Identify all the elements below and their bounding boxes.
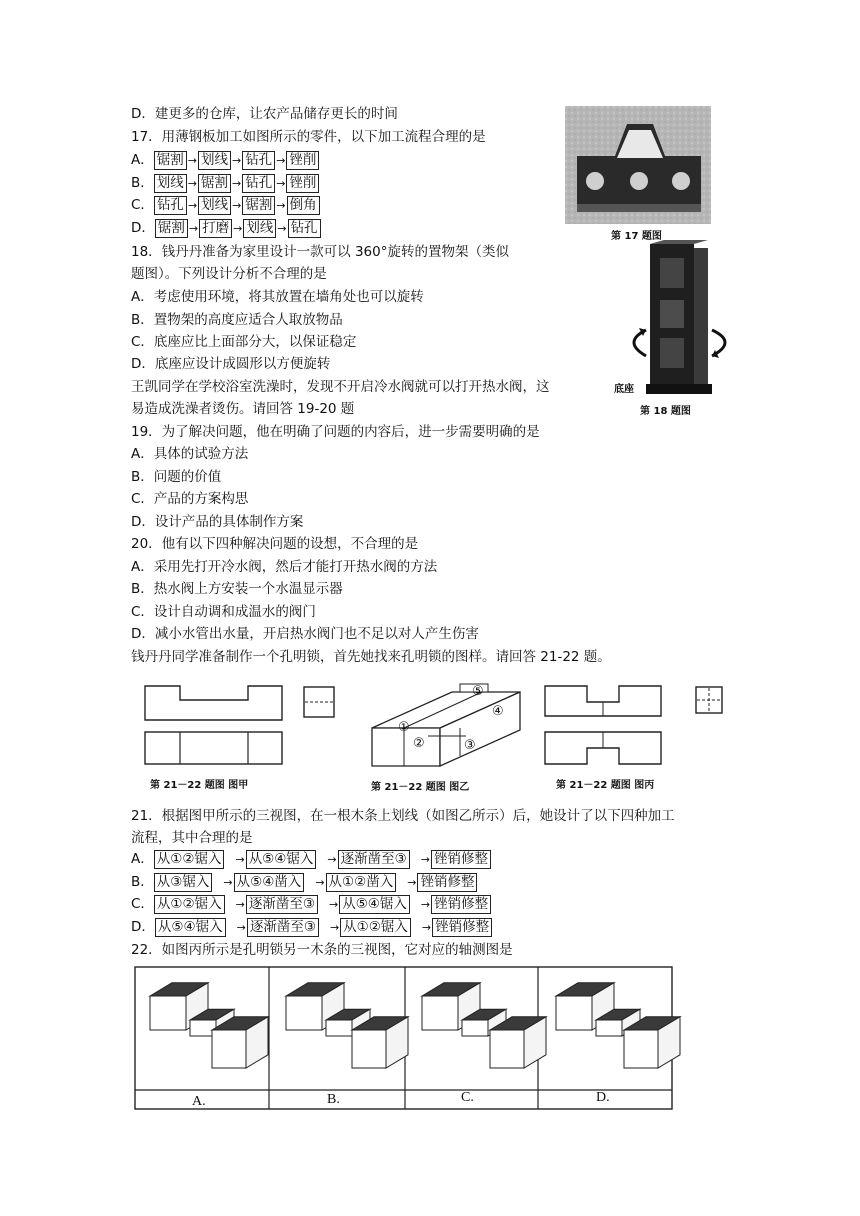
q21-option-b[interactable] xyxy=(131,872,487,893)
isometric-face xyxy=(326,1020,352,1036)
q19-option-a: A．具体的试验方法 xyxy=(131,446,249,462)
flow-step-box: 锯割 xyxy=(198,174,231,193)
flow-step-box: 逐渐凿至③ xyxy=(246,895,318,914)
q20-option-c: C．设计自动调和成温水的阀门 xyxy=(131,604,316,620)
option-letter: C． xyxy=(131,896,154,912)
flow-step-box: 从⑤④锯入 xyxy=(155,918,226,937)
q18-stem-line2: 题图）。下列设计分析不合理的是 xyxy=(131,266,327,282)
q20-option-d: D．减小水管出水量，开启热水阀门也不足以对人产生伤害 xyxy=(131,626,479,642)
mark-3: ③ xyxy=(464,738,476,753)
fig-yi-caption: 第 21－22 题图 图乙 xyxy=(371,782,470,793)
mark-5: ⑤ xyxy=(472,684,484,699)
fig-bing-side-view xyxy=(695,686,725,716)
q22-choice-a[interactable]: A. xyxy=(192,1094,206,1109)
option-letter: C． xyxy=(131,197,154,213)
option-letter: A． xyxy=(131,851,154,867)
isometric-face xyxy=(352,1030,386,1068)
flow-arrow-icon: → xyxy=(187,154,197,167)
fig-bing-three-views xyxy=(543,684,689,768)
flow-step-box: 划线 xyxy=(154,174,187,193)
flow-step-box: 锉削 xyxy=(286,174,319,193)
flow-arrow-icon: → xyxy=(420,898,431,911)
flow-arrow-icon: → xyxy=(276,154,286,167)
q20-stem: 20．他有以下四种解决问题的设想，不合理的是 xyxy=(131,536,419,552)
flow-step-box: 从③锯入 xyxy=(154,873,213,892)
flow-step-box: 从⑤④锯入 xyxy=(339,895,410,914)
flow-arrow-icon: → xyxy=(235,853,245,866)
flow-step-box: 锯割 xyxy=(154,151,187,170)
option-letter: B． xyxy=(131,174,154,191)
flow-step-box: 划线 xyxy=(243,219,276,238)
mark-2: ② xyxy=(413,736,425,751)
q21-option-d[interactable] xyxy=(131,917,502,938)
flow-arrow-icon: → xyxy=(223,875,233,889)
q22-choice-table xyxy=(134,966,674,1112)
flow-arrow-icon: → xyxy=(420,853,430,866)
flow-arrow-icon: → xyxy=(407,875,417,889)
flow-arrow-icon: → xyxy=(277,221,287,235)
flow-arrow-icon: → xyxy=(421,920,432,934)
flow-arrow-icon: → xyxy=(231,176,242,190)
flow-step-box: 锯割 xyxy=(155,219,188,238)
intro-19-20-line2: 易造成洗澡者烫伤。请回答 19-20 题 xyxy=(131,401,355,417)
fig18-caption: 第 18 题图 xyxy=(640,406,691,417)
q19-option-b: B．问题的价值 xyxy=(131,469,222,485)
flow-step-box: 锉销修整 xyxy=(431,895,491,914)
flow-step-box: 钻孔 xyxy=(242,151,275,170)
flow-step-box: 从①②锯入 xyxy=(154,850,225,869)
flow-arrow-icon: → xyxy=(276,176,286,190)
flow-step-box: 从①②锯入 xyxy=(154,895,225,914)
q20-option-a: A．采用先打开冷水阀，然后才能打开热水阀的方法 xyxy=(131,559,438,575)
flow-step-box: 打磨 xyxy=(199,219,232,238)
flow-step-box: 从⑤④锯入 xyxy=(246,850,317,869)
isometric-face xyxy=(286,996,322,1030)
flow-step-box: 锉销修整 xyxy=(417,873,477,892)
fig-bing-caption: 第 21－22 题图 图丙 xyxy=(556,780,655,791)
q17-option-d[interactable] xyxy=(131,218,321,239)
flow-arrow-icon: → xyxy=(315,875,325,889)
flow-step-box: 倒角 xyxy=(287,196,320,215)
q17-option-b[interactable] xyxy=(131,173,319,194)
q17-option-a[interactable] xyxy=(131,150,319,171)
q18-option-a: A．考虑使用环境，将其放置在墙角处也可以旋转 xyxy=(131,289,424,305)
isometric-face xyxy=(422,996,458,1030)
flow-step-box: 从①②锯入 xyxy=(340,918,411,937)
fig17-caption: 第 17 题图 xyxy=(611,231,662,242)
flow-step-box: 钻孔 xyxy=(288,219,321,238)
isometric-face xyxy=(624,1030,658,1068)
flow-arrow-icon: → xyxy=(327,853,337,866)
flow-step-box: 从①②凿入 xyxy=(326,873,397,892)
q22-choice-c[interactable]: C. xyxy=(461,1090,474,1105)
flow-arrow-icon: → xyxy=(328,898,339,911)
flow-step-box: 划线 xyxy=(198,151,231,170)
q19-stem: 19．为了解决问题，他在明确了问题的内容后，进一步需要明确的是 xyxy=(131,424,540,440)
fig-jia-three-views xyxy=(140,684,290,768)
flow-arrow-icon: → xyxy=(276,199,286,212)
flow-step-box: 锉削 xyxy=(286,151,319,170)
flow-arrow-icon: → xyxy=(188,221,199,235)
q17-stem: 17．用薄钢板加工如图所示的零件，以下加工流程合理的是 xyxy=(131,129,486,145)
option-letter: D． xyxy=(131,918,155,935)
q21-option-a[interactable] xyxy=(131,849,501,870)
q19-option-d: D．设计产品的具体制作方案 xyxy=(131,514,304,530)
flow-step-box: 钻孔 xyxy=(242,174,275,193)
isometric-face xyxy=(556,996,592,1030)
q19-option-c: C．产品的方案构思 xyxy=(131,491,249,507)
q18-option-d: D．底座应设计成圆形以方便旋转 xyxy=(131,356,331,372)
isometric-face xyxy=(150,996,186,1030)
flow-step-box: 从⑤④凿入 xyxy=(234,873,305,892)
isometric-face xyxy=(462,1020,488,1036)
flow-step-box: 锉销修整 xyxy=(432,918,492,937)
flow-step-box: 锯割 xyxy=(242,196,275,215)
q17-option-c[interactable] xyxy=(131,195,320,216)
q16-option-d: D．建更多的仓库，让农产品储存更长的时间 xyxy=(131,106,398,122)
q18-option-b: B．置物架的高度应适合人取放物品 xyxy=(131,312,343,328)
flow-arrow-icon: → xyxy=(187,199,198,212)
option-letter: D． xyxy=(131,219,155,236)
isometric-face xyxy=(490,1030,524,1068)
option-letter: B． xyxy=(131,873,154,890)
fig18-shelf xyxy=(612,238,744,398)
isometric-face xyxy=(212,1030,246,1068)
q21-stem-line1: 21．根据图甲所示的三视图，在一根木条上划线（如图乙所示）后，她设计了以下四种加工 xyxy=(131,808,675,824)
flow-arrow-icon: → xyxy=(232,199,242,212)
fig18-base-label: 底座 xyxy=(614,384,634,395)
q20-option-b: B．热水阀上方安装一个水温显示器 xyxy=(131,581,343,597)
mark-4: ④ xyxy=(492,704,504,719)
flow-arrow-icon: → xyxy=(187,176,197,190)
q18-option-c: C．底座应比上面部分大，以保证稳定 xyxy=(131,334,357,350)
q18-stem-line1: 18．钱丹丹准备为家里设计一款可以 360°旋转的置物架（类似 xyxy=(131,244,509,260)
flow-arrow-icon: → xyxy=(231,154,242,167)
flow-arrow-icon: → xyxy=(235,898,245,911)
intro-21-22: 钱丹丹同学准备制作一个孔明锁，首先她找来孔明锁的图样。请回答 21-22 题。 xyxy=(131,649,611,665)
mark-1: ① xyxy=(398,720,410,735)
q22-stem: 22．如图丙所示是孔明锁另一木条的三视图，它对应的轴测图是 xyxy=(131,942,513,958)
flow-step-box: 锉销修整 xyxy=(431,850,491,869)
flow-step-box: 逐渐凿至③ xyxy=(247,918,319,937)
intro-19-20-line1: 王凯同学在学校浴室洗澡时，发现不开启冷水阀就可以打开热水阀，这 xyxy=(131,379,550,395)
flow-arrow-icon: → xyxy=(329,920,340,934)
fig17-photo xyxy=(565,106,711,224)
flow-step-box: 钻孔 xyxy=(154,196,187,215)
q22-choice-d[interactable]: D. xyxy=(596,1090,610,1105)
flow-arrow-icon: → xyxy=(233,221,243,235)
fig-jia-side-view xyxy=(303,686,337,720)
q21-stem-line2: 流程，其中合理的是 xyxy=(131,830,253,846)
q21-option-c[interactable] xyxy=(131,894,501,915)
fig-jia-caption: 第 21－22 题图 图甲 xyxy=(150,780,249,791)
flow-arrow-icon: → xyxy=(236,920,246,934)
isometric-face xyxy=(596,1020,622,1036)
flow-step-box: 逐渐凿至③ xyxy=(338,850,410,869)
flow-step-box: 划线 xyxy=(198,196,231,215)
option-letter: A． xyxy=(131,152,154,168)
fig-yi-isometric-bar xyxy=(368,680,524,780)
q22-choice-b[interactable]: B. xyxy=(327,1092,340,1107)
